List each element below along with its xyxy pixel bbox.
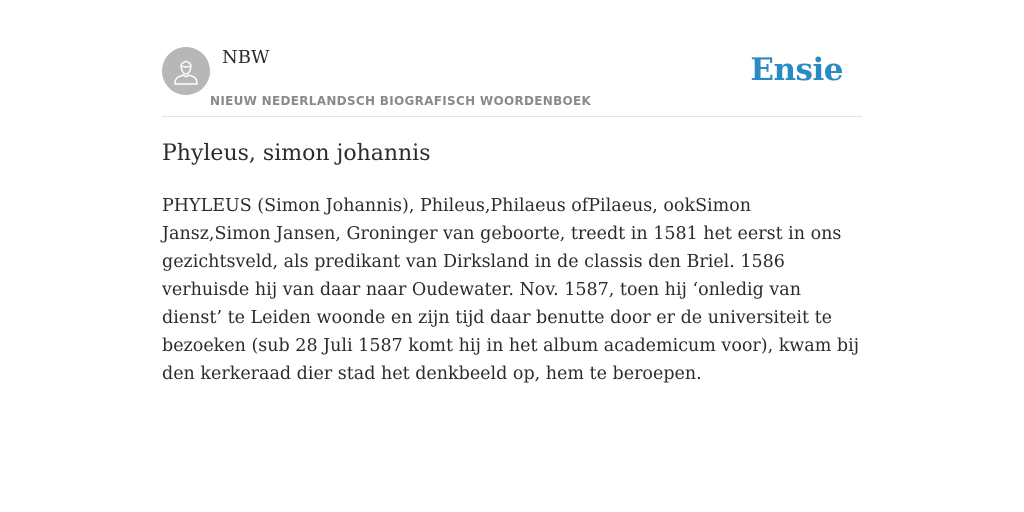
- ensie-logo[interactable]: Ensie: [750, 52, 843, 88]
- source-header: [162, 0, 862, 117]
- user-silhouette-icon[interactable]: [162, 47, 210, 95]
- source-subtitle: NIEUW NEDERLANDSCH BIOGRAFISCH WOORDENBOEK: [210, 94, 592, 108]
- article-title: Phyleus, simon johannis: [162, 141, 431, 166]
- article-body: PHYLEUS (Simon Johannis), Phileus,Philaeus ofPilaeus, ookSimon Jansz,Simon Jansen, Groninger van geboorte, treedt in 1581 het eerst in ons gezichtsveld, als predikant van Dirksland in de classis den Briel. 1586 verhuisde hij van daar naar Oudewater. Nov. 1587, toen hij ‘onledig van dienst’ te Leiden woonde en zijn tijd daar benutte door er de universiteit te bezoeken (sub 28 Juli 1587 komt hij in het album academicum voor), kwam bij den kerkeraad dier stad het denkbeeld op, hem te beroepen.: [162, 196, 860, 384]
- source-name[interactable]: NBW: [222, 47, 270, 68]
- article-container: [162, 0, 862, 384]
